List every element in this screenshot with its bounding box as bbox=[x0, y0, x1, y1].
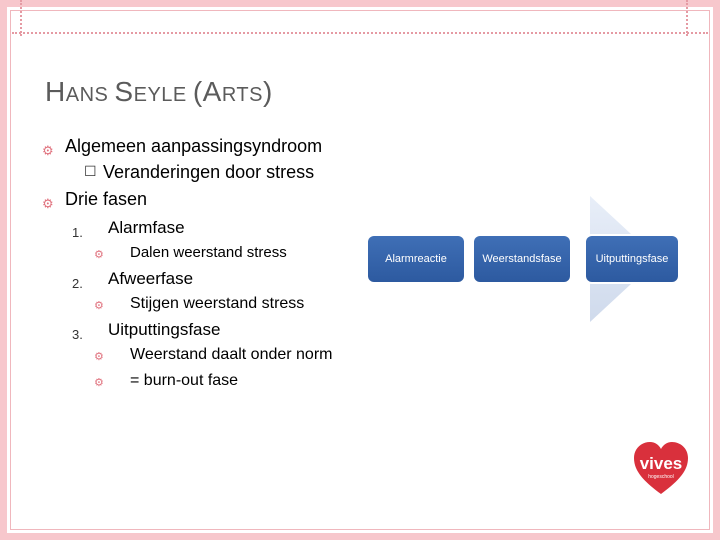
title-H: H bbox=[45, 76, 66, 107]
gear-icon: ⚙ bbox=[42, 143, 54, 158]
box-uitputtingsfase: Uitputtingsfase bbox=[586, 236, 678, 282]
title-close-paren: ) bbox=[262, 76, 273, 107]
phase-afweerfase: Afweerfase bbox=[108, 269, 194, 288]
phases-diagram bbox=[368, 196, 680, 322]
dotted-vertical-right bbox=[686, 0, 688, 36]
phase-3-item-1: Weerstand daalt onder norm bbox=[130, 346, 333, 363]
phase-number-1: 1. bbox=[72, 225, 83, 240]
gear-icon: ⚙ bbox=[94, 351, 104, 363]
phase-uitputtingsfase: Uitputtingsfase bbox=[108, 320, 221, 339]
box-weerstandsfase: Weerstandsfase bbox=[474, 236, 570, 282]
phase-alarmfase: Alarmfase bbox=[108, 218, 185, 237]
gear-icon: ⚙ bbox=[42, 196, 54, 211]
phase-3-item-2: = burn-out fase bbox=[130, 372, 239, 389]
logo-tagline: hogeschool bbox=[648, 474, 674, 480]
title-S: S bbox=[114, 76, 134, 107]
title-rts: RTS bbox=[221, 84, 263, 106]
logo-text: vives bbox=[639, 454, 683, 473]
phase-2-item: Stijgen weerstand stress bbox=[130, 295, 305, 312]
bullet-veranderingen: Veranderingen door stress bbox=[103, 162, 315, 182]
phase-number-2: 2. bbox=[72, 276, 83, 291]
vives-logo bbox=[632, 440, 690, 496]
title-A: A bbox=[202, 76, 222, 107]
phase-1-item: Dalen weerstand stress bbox=[130, 244, 287, 261]
gear-icon: ⚙ bbox=[94, 300, 104, 312]
gear-icon: ⚙ bbox=[94, 249, 104, 261]
title-ans: ANS bbox=[65, 84, 115, 106]
square-icon: ☐ bbox=[84, 163, 97, 179]
box-alarmreactie: Alarmreactie bbox=[368, 236, 464, 282]
title-eyle: EYLE bbox=[133, 84, 193, 106]
slide-title bbox=[45, 76, 273, 108]
gear-icon: ⚙ bbox=[94, 377, 104, 389]
title-open-paren: ( bbox=[192, 76, 203, 107]
bullet-algemeen: Algemeen aanpassingsyndroom bbox=[65, 136, 323, 156]
dotted-divider bbox=[12, 32, 708, 34]
bullet-drie-fasen: Drie fasen bbox=[65, 189, 148, 209]
dotted-vertical-left bbox=[20, 0, 22, 36]
phase-number-3: 3. bbox=[72, 327, 83, 342]
